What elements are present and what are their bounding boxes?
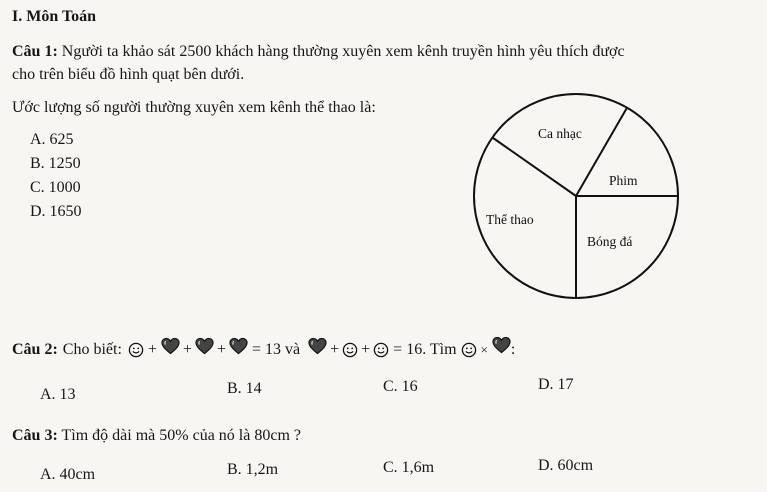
plus-sign: + [182,341,192,358]
q2-option-c[interactable]: C. 16 [383,378,418,395]
q2-colon: : [510,341,516,358]
smiley-icon [128,342,144,358]
slice-label-ca-nhac: Ca nhạc [538,126,582,141]
smiley-icon [342,342,358,358]
heart-icon [229,337,248,355]
q1-line1 [12,43,625,61]
heart-icon [195,337,214,355]
q1-label: Câu 1: [12,43,58,60]
heart-icon [492,336,511,354]
plus-sign: + [361,341,371,358]
plus-sign: + [330,341,340,358]
q3-line [12,427,301,445]
q3-text: Tìm độ dài mà 50% của nó là 80cm ? [61,427,301,444]
heart-icon [161,337,180,355]
q2-eq1: = 13 và [251,341,301,358]
q1-question: Ước lượng số người thường xuyên xem kênh thể thao là: [12,99,376,116]
q3-option-b[interactable]: B. 1,2m [227,461,279,478]
slice-label-bong-da: Bóng đá [587,234,633,249]
section-title: I. Môn Toán [12,8,97,25]
q2-option-a[interactable]: A. 13 [40,386,76,403]
q1-option-d[interactable]: D. 1650 [30,203,82,220]
q2-text-start: Cho biết: [62,341,122,358]
q3-option-c[interactable]: C. 1,6m [383,459,435,476]
boundary-line-ca-nhac-the-thao [492,138,576,197]
q2-line [12,341,515,359]
q2-option-b[interactable]: B. 14 [227,380,262,397]
q2-option-d[interactable]: D. 17 [538,376,574,393]
q1-option-a[interactable]: A. 625 [30,131,74,148]
q2-label: Câu 2: [12,341,58,358]
q3-label: Câu 3: [12,427,58,444]
q3-option-a[interactable]: A. 40cm [40,466,96,483]
q1-option-b[interactable]: B. 1250 [30,155,81,172]
q1-text-line1: Người ta khảo sát 2500 khách hàng thường xuyên xem kênh truyền hình yêu thích được [61,43,625,60]
heart-icon [308,337,327,355]
slice-label-the-thao: Thể thao [486,212,534,227]
q1-text-line2: cho trên biểu đồ hình quạt bên dưới. [12,66,245,83]
q1-option-c[interactable]: C. 1000 [30,179,81,196]
times-sign: × [480,342,488,357]
pie-chart [470,90,690,310]
plus-sign: + [216,341,226,358]
q2-eq2: = 16. Tìm [393,341,457,358]
smiley-icon [461,342,477,358]
smiley-icon [373,342,389,358]
slice-label-phim: Phim [609,173,638,188]
plus-sign: + [147,341,157,358]
q3-option-d[interactable]: D. 60cm [538,457,594,474]
